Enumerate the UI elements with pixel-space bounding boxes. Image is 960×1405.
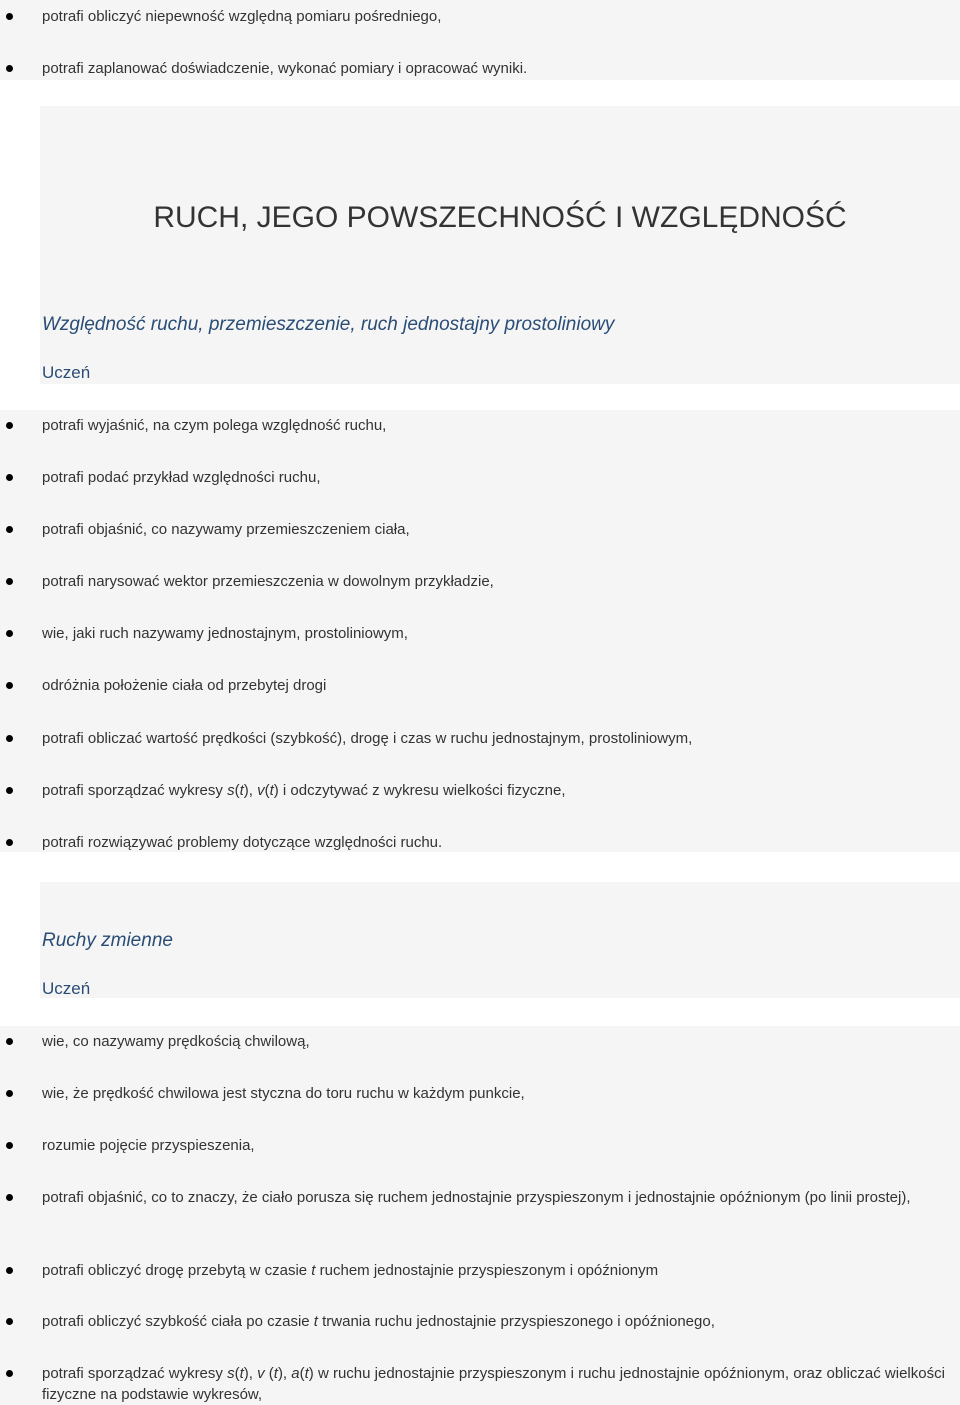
section2-header-band xyxy=(40,882,960,998)
bullet-icon xyxy=(6,13,13,20)
list-item-text: odróżnia położenie ciała od przebytej drogi xyxy=(42,677,327,694)
var-a: a xyxy=(291,1365,300,1382)
list-item-text: potrafi wyjaśnić, na czym polega względność ruchu, xyxy=(42,417,387,434)
bullet-icon xyxy=(6,682,13,689)
list-item-text: rozumie pojęcie przyspieszenia, xyxy=(42,1137,255,1154)
var-t: t xyxy=(239,1365,244,1382)
list-item-text: potrafi narysować wektor przemieszczenia w dowolnym przykładzie, xyxy=(42,573,494,590)
section-label: Uczeń xyxy=(42,363,91,382)
list-item-text: potrafi obliczać wartość prędkości (szybkość), drogę i czas w ruchu jednostajnym, prostoliniowym, xyxy=(42,730,693,747)
bullet-icon xyxy=(6,1038,13,1045)
var-t: t xyxy=(311,1262,316,1279)
bullet-icon xyxy=(6,630,13,637)
list-item-text: potrafi objaśnić, co to znaczy, że ciało porusza się ruchem jednostajnie przyspieszonym i jednostajnie opóźnionym (po linii prostej), xyxy=(42,1189,911,1206)
var-s: s xyxy=(227,782,235,799)
var-v: v xyxy=(257,1365,265,1382)
bullet-icon xyxy=(6,526,13,533)
list-item-text: wie, co nazywamy prędkością chwilową, xyxy=(42,1033,310,1050)
section-label: Uczeń xyxy=(42,979,91,998)
var-t: t xyxy=(313,1313,318,1330)
var-t: t xyxy=(269,782,274,799)
list-item-text: potrafi zaplanować doświadczenie, wykonać pomiary i opracować wyniki. xyxy=(42,60,528,77)
var-t: t xyxy=(273,1365,278,1382)
list-item-text: wie, jaki ruch nazywamy jednostajnym, prostoliniowym, xyxy=(42,625,408,642)
bullet-icon xyxy=(6,578,13,585)
var-v: v xyxy=(257,782,265,799)
section-title: Ruchy zmienne xyxy=(42,930,173,951)
list-item-text: potrafi obliczyć szybkość ciała po czasie t trwania ruchu jednostajnie przyspieszonego i opóźnionego, xyxy=(42,1313,715,1330)
bullet-icon xyxy=(6,735,13,742)
list-item-text: potrafi rozwiązywać problemy dotyczące względności ruchu. xyxy=(42,834,443,851)
bullet-icon xyxy=(6,1267,13,1274)
bullet-icon xyxy=(6,422,13,429)
list-item-text: wie, że prędkość chwilowa jest styczna do toru ruchu w każdym punkcie, xyxy=(42,1085,525,1102)
list-item-text: potrafi sporządzać wykresy s(t), v (t), a(t) w ruchu jednostajnie przyspieszonym i ruchu jednostajnie opóźnionym, oraz obliczać wielkości fizyczne na podstawie wykresów, xyxy=(42,1365,945,1403)
bullet-icon xyxy=(6,1370,13,1377)
list-item-text: potrafi obliczyć niepewność względną pomiaru pośredniego, xyxy=(42,8,442,25)
bullet-icon xyxy=(6,1090,13,1097)
list-item-text: potrafi obliczyć drogę przebytą w czasie t ruchem jednostajnie przyspieszonym i opóźnionym xyxy=(42,1262,659,1279)
bullet-icon xyxy=(6,839,13,846)
bullet-icon xyxy=(6,1194,13,1201)
bullet-icon xyxy=(6,65,13,72)
list-item-text: potrafi objaśnić, co nazywamy przemieszczeniem ciała, xyxy=(42,521,410,538)
var-t: t xyxy=(304,1365,309,1382)
bullet-icon xyxy=(6,1318,13,1325)
bullet-icon xyxy=(6,474,13,481)
page-title: RUCH, JEGO POWSZECHNOŚĆ I WZGLĘDNOŚĆ xyxy=(153,201,847,234)
var-t: t xyxy=(239,782,244,799)
var-s: s xyxy=(227,1365,235,1382)
section-title: Względność ruchu, przemieszczenie, ruch jednostajny prostoliniowy xyxy=(42,314,615,335)
bullet-icon xyxy=(6,787,13,794)
list-item-text: potrafi sporządzać wykresy s(t), v(t) i odczytywać z wykresu wielkości fizyczne, xyxy=(42,782,566,799)
title-band xyxy=(40,106,960,384)
list-item-text: potrafi podać przykład względności ruchu, xyxy=(42,469,321,486)
bullet-icon xyxy=(6,1142,13,1149)
